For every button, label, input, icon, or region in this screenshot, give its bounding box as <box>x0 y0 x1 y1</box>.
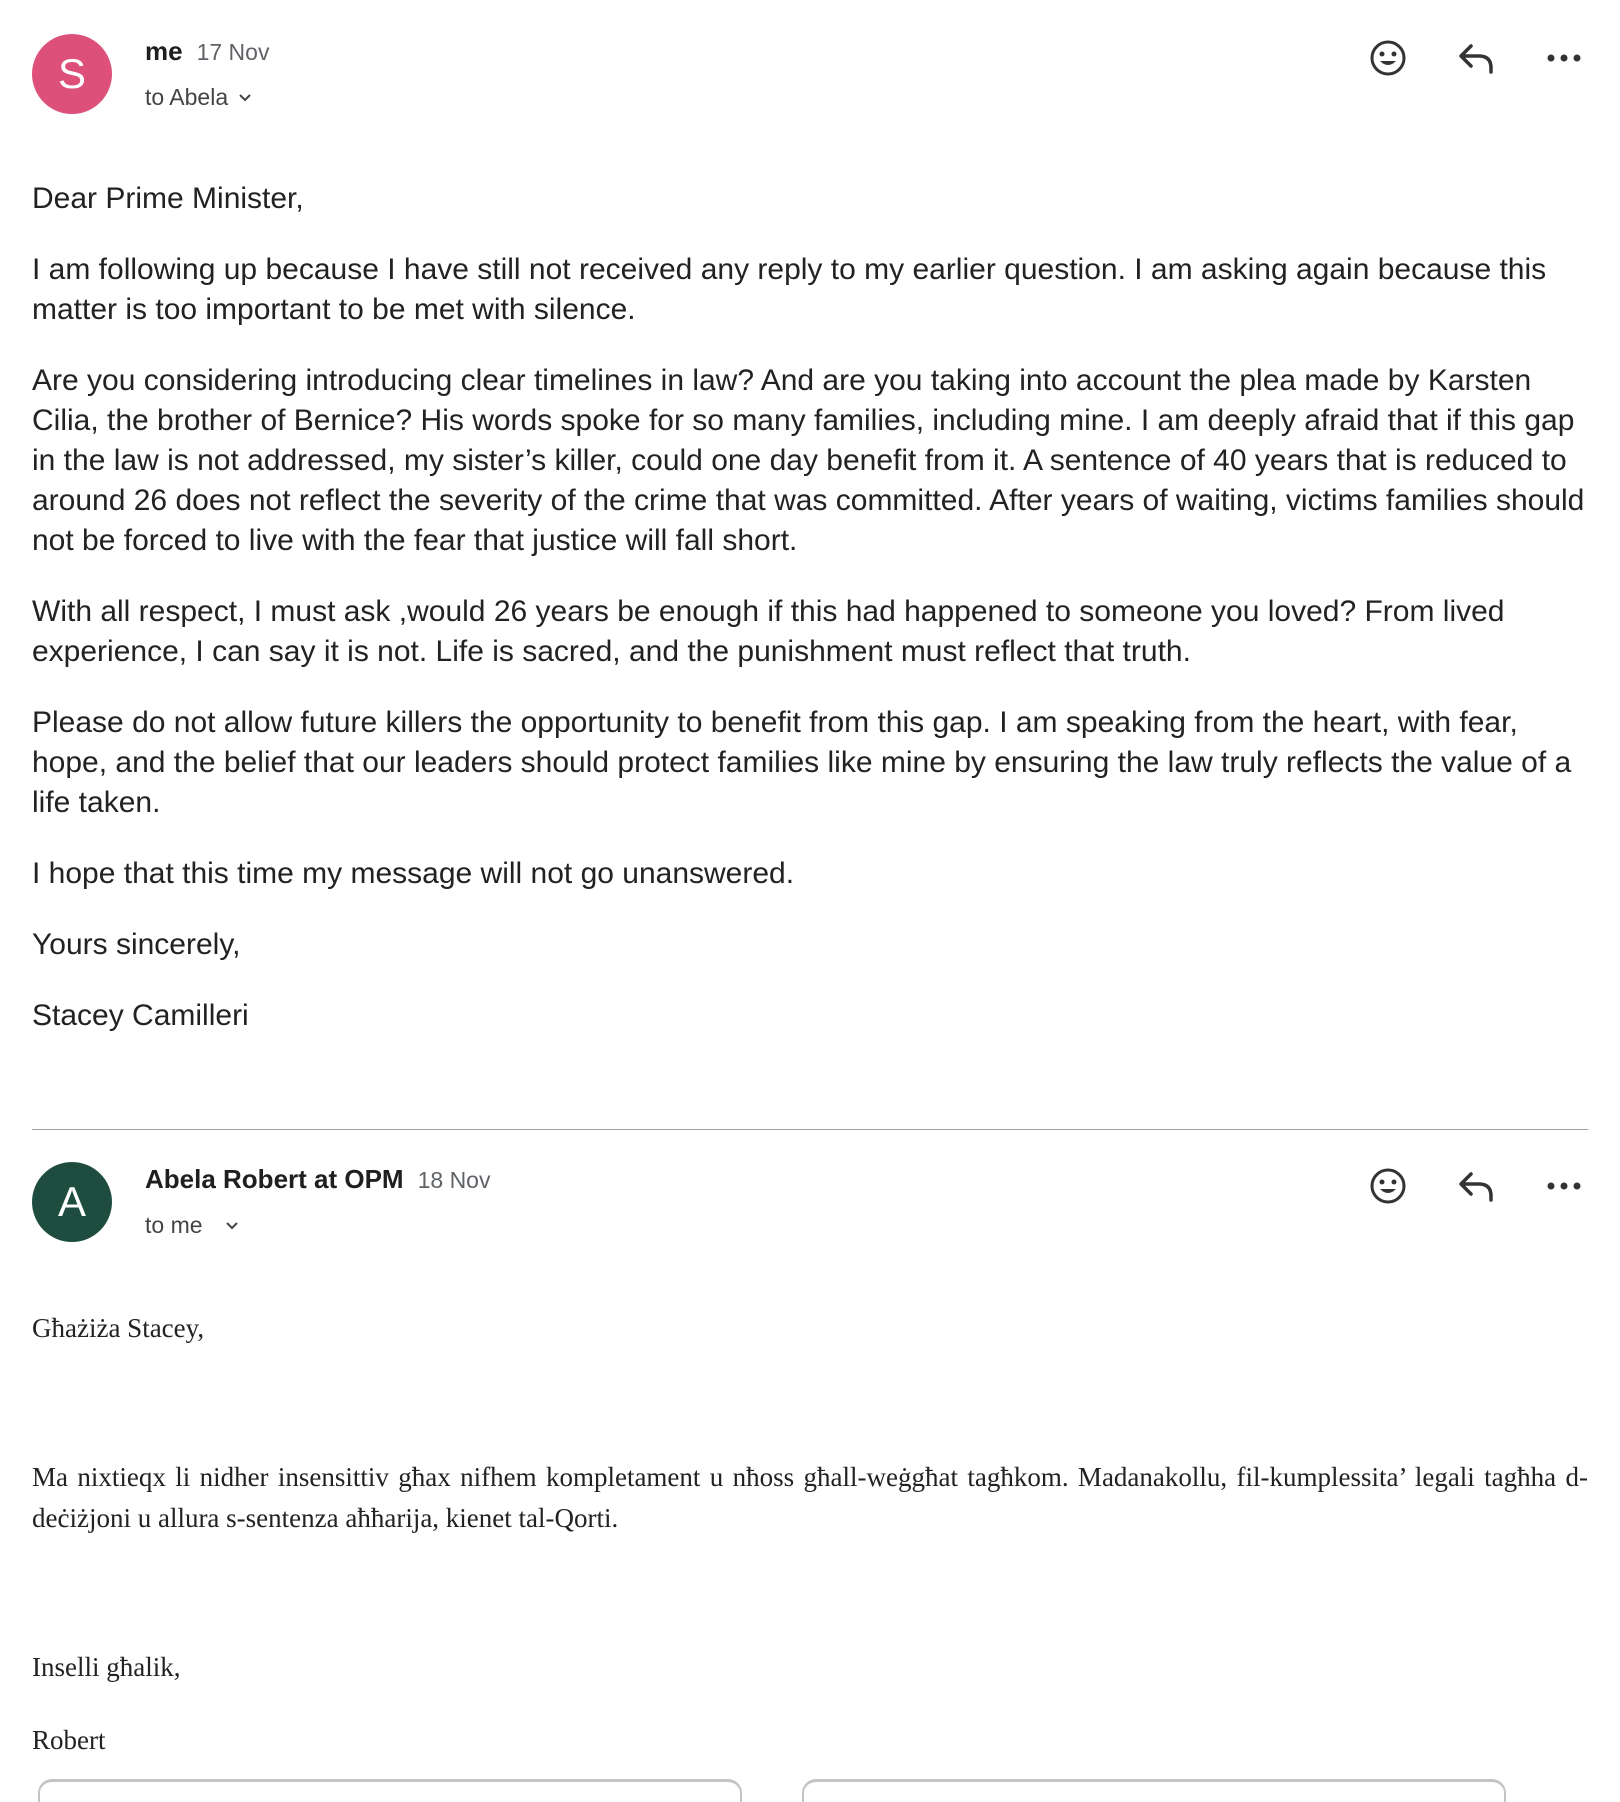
message-actions <box>1366 1164 1586 1208</box>
message-body <box>32 179 1597 1067</box>
paragraph: Dear Prime Minister, <box>32 182 304 215</box>
paragraph: Yours sincerely, <box>32 928 241 961</box>
message-body: Ma nixtieqx li nidher insensittiv għax nifhem kompletament u nħoss għall-weġgħat tagħkom. Madanakollu, fil-kumplessita’ legali tagħha d-deċiżjoni u allura s-sentenza aħħarija, kienet tal-Qorti. <box>32 1462 1588 1533</box>
paragraph: Please do not allow future killers the opportunity to benefit from this gap. I am speaking from the heart, with fear, hope, and the belief that our leaders should protect families like mine by ensuring the law truly reflects the value of a life taken. <box>32 706 1572 819</box>
message-closing: Inselli għalik, <box>32 1652 181 1682</box>
chevron-down-icon <box>238 93 252 103</box>
recipient-toggle[interactable] <box>145 84 252 111</box>
sender-name: Abela Robert at OPM <box>145 1164 404 1194</box>
message-divider <box>32 1129 1588 1130</box>
emoji-reaction-icon[interactable] <box>1366 1164 1410 1208</box>
sender-avatar: A <box>32 1162 112 1242</box>
reply-icon[interactable] <box>1454 1164 1498 1208</box>
paragraph: Are you considering introducing clear timelines in law? And are you taking into account the plea made by Karsten Cilia, the brother of Bernice? His words spoke for so many families, including mine. I am deeply afraid that if this gap in the law is not addressed, my sister’s killer, could one day benefit from it. A sentence of 40 years that is reduced to around 26 does not reflect the severity of the crime that was committed. After years of waiting, victims families should not be forced to live with the fear that justice will fall short. <box>32 364 1585 557</box>
chevron-down-icon <box>225 1221 239 1231</box>
more-options-icon[interactable] <box>1542 1164 1586 1208</box>
sender-name: me <box>145 36 183 66</box>
message-header <box>145 1164 490 1195</box>
paragraph: I am following up because I have still not received any reply to my earlier question. I am asking again because this matter is too important to be met with silence. <box>32 253 1547 326</box>
reply-button[interactable] <box>38 1779 742 1802</box>
paragraph: With all respect, I must ask ,would 26 years be enough if this had happened to someone you loved? From lived experience, I can say it is not. Life is sacred, and the punishment must reflect that truth. <box>32 595 1505 668</box>
reply-icon[interactable] <box>1454 36 1498 80</box>
message-header <box>145 36 269 67</box>
message-greeting: Għażiża Stacey, <box>32 1313 205 1343</box>
message-date: 18 Nov <box>417 1167 491 1193</box>
forward-button[interactable] <box>802 1779 1506 1802</box>
emoji-reaction-icon[interactable] <box>1366 36 1410 80</box>
paragraph: I hope that this time my message will not go unanswered. <box>32 857 795 890</box>
message-actions <box>1366 36 1586 80</box>
recipient-label: to me <box>145 1212 203 1238</box>
message-date: 17 Nov <box>196 39 270 65</box>
recipient-label: to Abela <box>145 84 229 110</box>
sender-avatar: S <box>32 34 112 114</box>
signature: Robert <box>32 1725 106 1755</box>
recipient-toggle[interactable] <box>145 1212 239 1239</box>
signature: Stacey Camilleri <box>32 999 249 1032</box>
more-options-icon[interactable] <box>1542 36 1586 80</box>
